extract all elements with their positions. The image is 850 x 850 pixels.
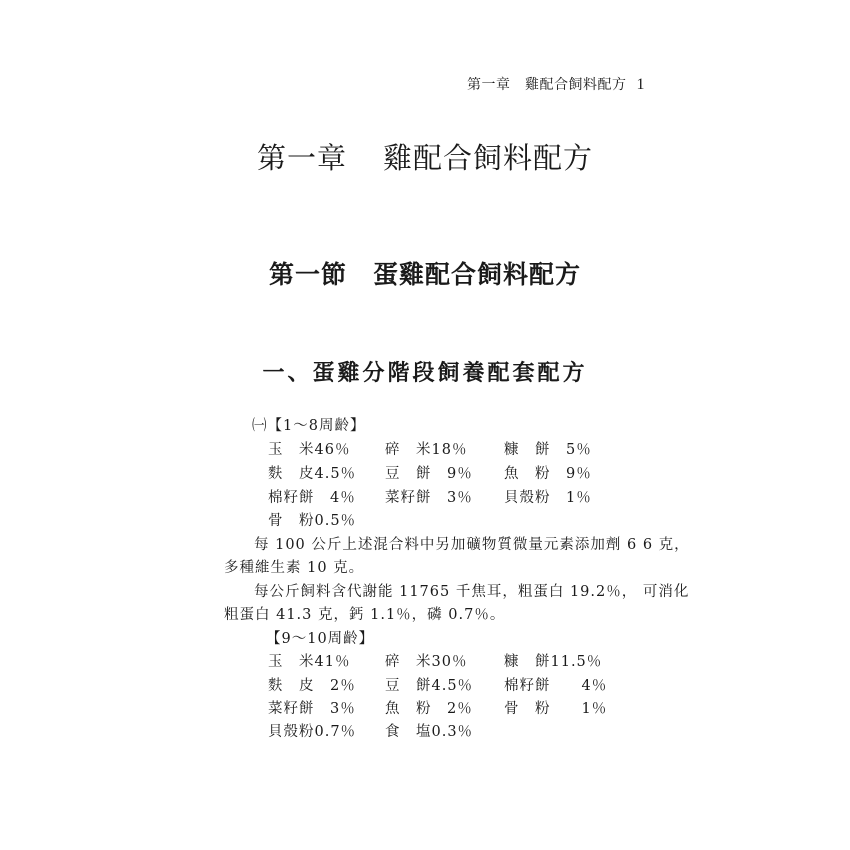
ingredient-cell: 貝殼粉 1％	[504, 490, 592, 506]
ingredient-cell: 棉籽餅 4％	[504, 678, 608, 694]
chapter-label: 第一章	[256, 141, 347, 175]
page-number: 1	[636, 76, 645, 93]
ingredient-cell: 魚 粉 2％	[385, 701, 473, 717]
ingredient-cell: 菜籽餅 3％	[385, 490, 473, 506]
ingredient-cell: 魚 粉 9％	[504, 466, 592, 482]
ingredient-cell: 豆 餅4.5％	[385, 678, 474, 694]
ingredient-cell: 豆 餅 9％	[385, 466, 473, 482]
ingredient-cell: 玉 米41％	[268, 654, 351, 670]
ingredient-cell: 糠 餅 5％	[504, 442, 592, 458]
chapter-title	[0, 136, 850, 177]
paragraph-line: 粗蛋白 41.3 克，鈣 1.1％，磷 0.7％。	[224, 607, 506, 623]
ingredient-cell: 菜籽餅 3％	[268, 701, 356, 717]
stage1-heading: ㈠【1～8周齡】	[252, 418, 366, 434]
chapter-name: 雞配合飼料配方	[383, 141, 594, 175]
ingredient-cell: 食 塩0.3％	[385, 724, 474, 740]
section-name: 蛋雞配合飼料配方	[373, 260, 582, 289]
stage2-heading: 【9～10周齡】	[266, 631, 375, 647]
paragraph-line: 多種維生素 10 克。	[224, 560, 365, 576]
paragraph-line: 每 100 公斤上述混合料中另加礦物質微量元素添加劑 6 6 克，	[254, 537, 690, 553]
subsection-title: 一、蛋雞分階段飼養配套配方	[262, 360, 588, 386]
ingredient-cell: 麩 皮4.5％	[268, 466, 357, 482]
ingredient-cell: 碎 米30％	[385, 654, 468, 670]
ingredient-cell: 骨 粉 1％	[504, 701, 608, 717]
ingredient-cell: 玉 米46％	[268, 442, 351, 458]
ingredient-cell: 貝殼粉0.7％	[268, 724, 357, 740]
ingredient-cell: 麩 皮 2％	[268, 678, 356, 694]
section-title	[0, 255, 850, 291]
section-label: 第一節	[268, 260, 347, 289]
running-header	[467, 74, 645, 94]
ingredient-cell: 棉籽餅 4％	[268, 490, 356, 506]
ingredient-cell: 糠 餅11.5％	[504, 654, 603, 670]
ingredient-cell: 碎 米18％	[385, 442, 468, 458]
paragraph-line: 每公斤飼料含代謝能 11765 千焦耳，粗蛋白 19.2％， 可消化	[254, 584, 690, 600]
ingredient-cell: 骨 粉0.5％	[268, 513, 357, 529]
running-title: 第一章 雞配合飼料配方	[467, 77, 627, 93]
